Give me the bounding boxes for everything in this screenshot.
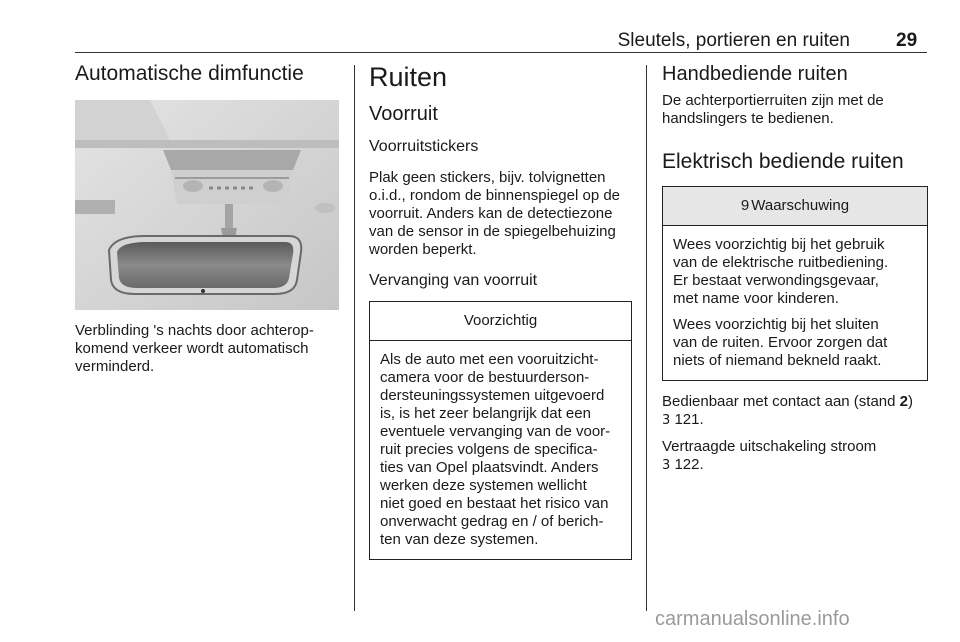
warning-icon: 9	[740, 197, 750, 214]
warning-header	[663, 187, 927, 226]
subheading-windscreen: Voorruit	[369, 103, 438, 125]
warning-text-1: Wees voorzichtig bij het gebruik van de elektrische ruitbediening. Er bestaat verwondingsgevaar, met name voor kinderen.	[673, 236, 889, 307]
ignition-position: 2	[899, 393, 908, 410]
warning-body	[663, 226, 927, 380]
page-reference-link[interactable]: 122.	[674, 456, 704, 473]
warning-title: Waarschuwing	[751, 197, 850, 214]
warning-text-2: Wees voorzichtig bij het sluiten van de ruiten. Ervoor zorgen dat niets of niemand bekneld raakt.	[673, 316, 888, 369]
caution-title: Voorzichtig	[370, 302, 631, 341]
subheading-windscreen-replacement: Vervanging van voorruit	[369, 272, 538, 289]
column-1	[75, 60, 343, 376]
column-3	[662, 60, 928, 475]
section-heading-power-windows: Elektrisch bediende ruiten	[662, 150, 904, 173]
paragraph-auto-dimming: Verblinding 's nachts door achterop‑ komend verkeer wordt automatisch verminderd.	[75, 322, 314, 375]
page-number: 29	[896, 30, 918, 51]
caution-body	[370, 341, 631, 559]
paragraph-retained-power: Vertraagde uitschakeling stroom 3 122.	[662, 438, 877, 473]
page-reference-icon: 3	[662, 458, 671, 473]
page-reference-link[interactable]: 121.	[674, 411, 704, 428]
section-heading-manual-windows: Handbediende ruiten	[662, 63, 848, 85]
caution-text: Als de auto met een vooruitzicht‑ camera voor de bestuurderson‑ dersteuningssystemen uitgevoerd is, is het zeer belangrijk dat een eventuele vervanging van de voor‑ ruit precies volgens de specifica‑ ties van Opel plaatsvindt. Anders werken deze systemen wellicht niet goed en bestaat het risico van onverwacht gedrag en / of berich‑ ten van deze systemen.	[380, 351, 611, 548]
paragraph-stickers: Plak geen stickers, bijv. tolvignetten o.i.d., rondom de binnenspiegel op de voorruit. Anders kan de detectiezone van de sensor in de spiegelbehuizing worden beperkt.	[369, 169, 621, 258]
section-heading-windows: Ruiten	[369, 62, 448, 92]
rearview-mirror-illustration	[75, 100, 339, 310]
column-2	[369, 60, 632, 560]
page-reference-icon: 3	[662, 413, 671, 428]
caution-box	[369, 301, 632, 560]
column-divider-1	[354, 65, 355, 611]
watermark-text: carmanualsonline.info	[655, 608, 850, 630]
header-rule	[75, 52, 927, 53]
warning-box	[662, 186, 928, 381]
subheading-windscreen-stickers: Voorruitstickers	[369, 138, 479, 155]
paragraph-ignition: Bedienbaar met contact aan (stand 2) 3 121.	[662, 393, 913, 428]
paragraph-manual-windows: De achterportierruiten zijn met de handslingers te bedienen.	[662, 92, 884, 127]
running-header-title: Sleutels, portieren en ruiten	[617, 30, 850, 51]
column-divider-2	[646, 65, 647, 611]
section-heading-auto-dimming: Automatische dimfunctie	[75, 62, 304, 85]
